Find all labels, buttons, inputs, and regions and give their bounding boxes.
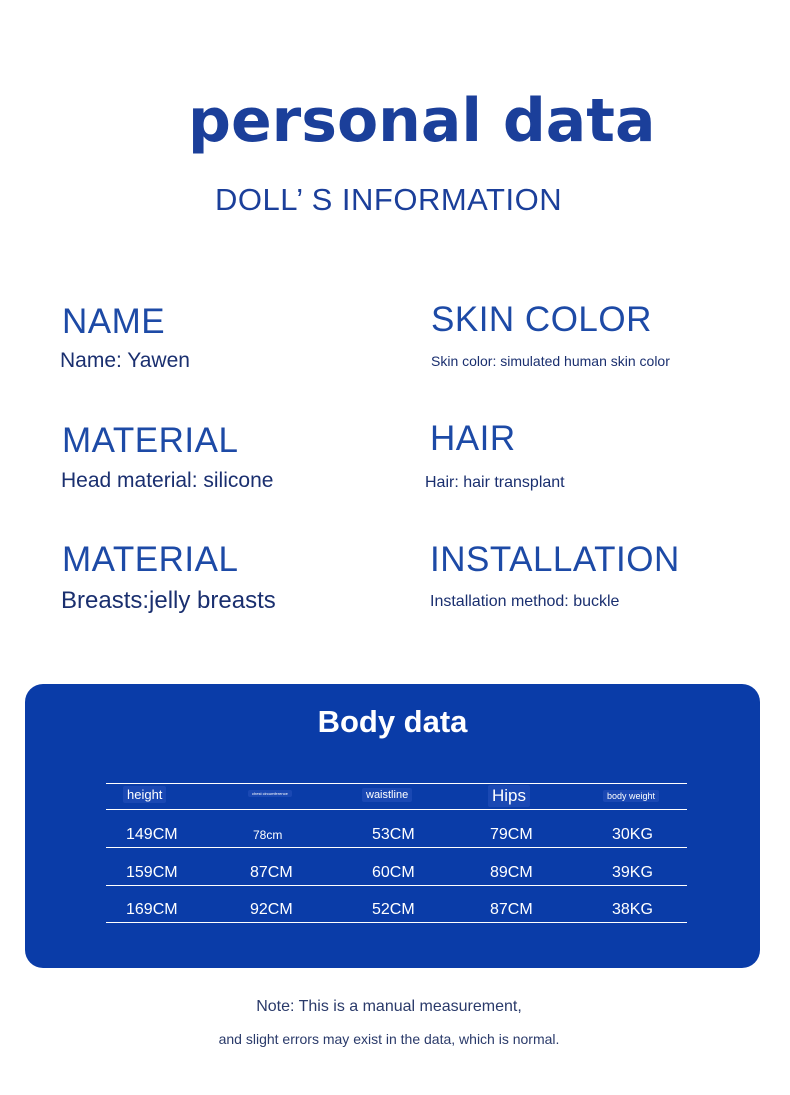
body-data-panel [25,684,760,968]
section-installation-text: Installation method: buckle [430,593,620,610]
table-cell: 169CM [126,901,178,918]
section-skin-text: Skin color: simulated human skin color [431,353,670,369]
section-material-text: Head material: silicone [61,469,274,492]
table-cell: 159CM [126,864,178,881]
page-title: personal data [188,86,656,156]
table-rule [106,922,687,923]
table-cell: 92CM [250,901,293,918]
table-cell: 38KG [612,901,653,918]
table-rule [106,783,687,784]
section-name-text: Name: Yawen [60,349,190,372]
table-cell: 30KG [612,826,653,843]
column-header-height: height [123,786,166,803]
table-cell: 52CM [372,901,415,918]
table-rule [106,885,687,886]
table-cell: 78cm [253,828,283,842]
table-rule [106,847,687,848]
section-name-heading: NAME [62,302,166,341]
table-rule [106,809,687,810]
section-material2-heading: MATERIAL [62,540,239,579]
note-line-2: and slight errors may exist in the data, which is normal. [218,1031,560,1047]
section-hair-heading: HAIR [430,419,516,458]
table-cell: 87CM [490,901,533,918]
table-cell: 79CM [490,826,533,843]
table-cell: 149CM [126,826,178,843]
table-cell: 53CM [372,826,415,843]
column-header-waistline: waistline [362,788,412,802]
column-header-hips: Hips [488,785,530,807]
section-skin-heading: SKIN COLOR [431,300,652,339]
table-cell: 87CM [250,864,293,881]
page-subtitle: DOLL’ S INFORMATION [215,182,563,217]
section-hair-text: Hair: hair transplant [425,474,565,491]
body-data-title: Body data [317,704,468,739]
section-material2-text: Breasts:jelly breasts [61,587,276,614]
table-cell: 39KG [612,864,653,881]
table-cell: 60CM [372,864,415,881]
column-header-weight: body weight [603,790,659,802]
section-installation-heading: INSTALLATION [430,540,680,579]
note-line-1: Note: This is a manual measurement, [256,998,522,1015]
column-header-chest: chest circumference [248,790,292,797]
table-cell: 89CM [490,864,533,881]
section-material-heading: MATERIAL [62,421,239,460]
